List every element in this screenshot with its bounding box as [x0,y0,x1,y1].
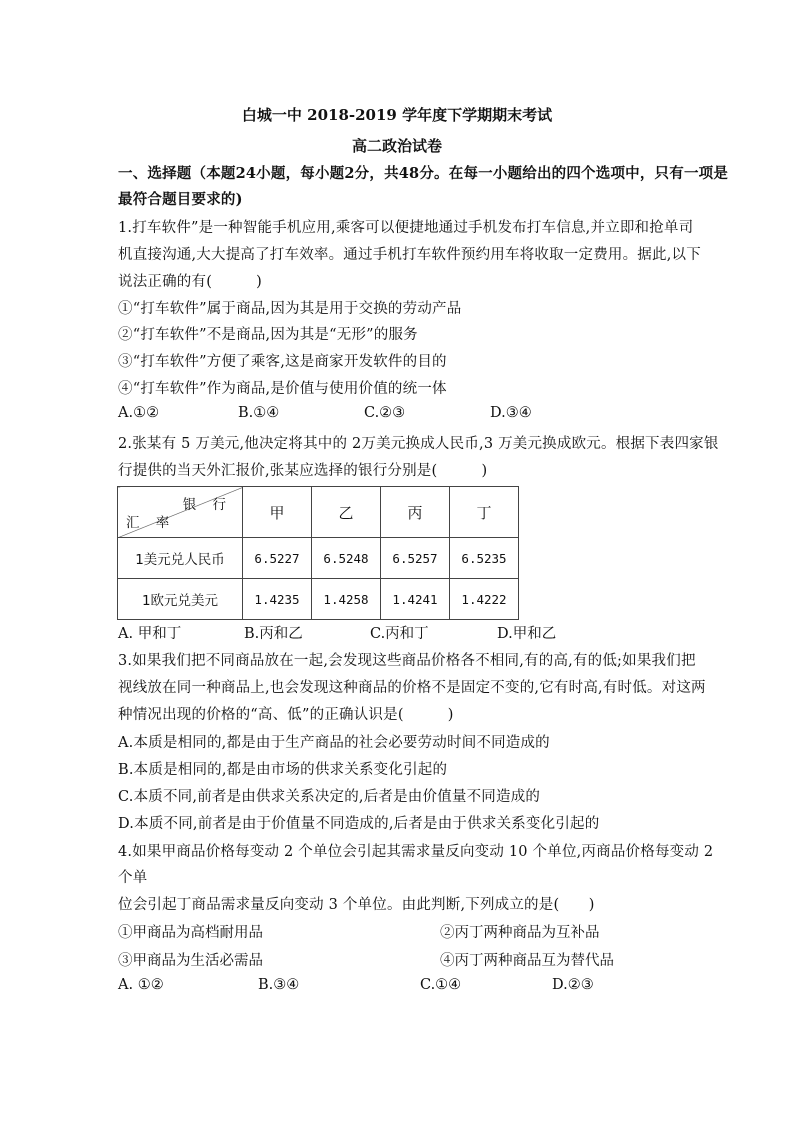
rate-cell: 1.4241 [381,579,450,620]
q3-stem-line1: 3.如果我们把不同商品放在一起,会发现这些商品价格各不相同,有的高,有的低;如果我们把 [118,653,696,669]
section-heading-line1: 一、选择题（本题24小题，每小题2分，共48分。在每一小题给出的四个选项中，只有一项是 [118,165,729,182]
q1-option-d: D.③④ [490,405,532,421]
q1-item-2: ②“打车软件”不是商品,因为其是“无形”的服务 [118,327,418,343]
corner-label-rate: 汇 率 [126,515,176,531]
q4-option-a: A. ①② [118,977,164,993]
q1-stem-line3: 说法正确的有( ) [118,274,263,290]
q1-item-4: ④“打车软件”作为商品,是价值与使用价值的统一体 [118,381,447,397]
table-row [118,538,519,579]
q3-choice-b: B.本质是相同的,都是由市场的供求关系变化引起的 [118,762,448,778]
q2-stem-line2: 行提供的当天外汇报价,张某应选择的银行分别是( ) [118,463,488,479]
rate-cell: 1.4235 [243,579,312,620]
exchange-rate-table [117,486,519,620]
q3-choice-a: A.本质是相同的,都是由于生产商品的社会必要劳动时间不同造成的 [118,735,550,751]
section-heading-line2: 最符合题目要求的) [118,191,243,208]
q2-option-a: A. 甲和丁 [118,626,182,642]
bank-header-yi: 乙 [312,487,381,538]
bank-header-jia: 甲 [243,487,312,538]
q4-item-2: ②丙丁两种商品为互补品 [440,925,600,941]
bank-header-ding: 丁 [450,487,519,538]
q4-option-b: B.③④ [258,977,300,993]
corner-label-bank: 银 行 [182,497,232,513]
rate-cell: 6.5257 [381,538,450,579]
q4-item-4: ④丙丁两种商品互为替代品 [440,953,614,969]
q1-stem-line1: 1.打车软件”是一种智能手机应用,乘客可以便捷地通过手机发布打车信息,并立即和抢单司 [118,220,694,236]
q3-stem-line2: 视线放在同一种商品上,也会发现这种商品的价格不是固定不变的,它有时高,有时低。对这两 [118,680,706,696]
q1-option-a: A.①② [118,405,160,421]
q2-option-b: B.丙和乙 [244,626,303,642]
q3-choice-c: C.本质不同,前者是由供求关系决定的,后者是由价值量不同造成的 [118,789,541,805]
q1-item-3: ③“打车软件”方便了乘客,这是商家开发软件的目的 [118,354,447,370]
q1-option-b: B.①④ [238,405,280,421]
q2-option-d: D.甲和乙 [497,626,557,642]
q4-stem-line1: 4.如果甲商品价格每变动 2 个单位会引起其需求量反向变动 10 个单位,丙商品价格每变动 2 [118,844,714,860]
row-label-eur-usd: 1欧元兑美元 [118,579,243,620]
table-corner-cell [118,487,243,538]
rate-cell: 1.4258 [312,579,381,620]
q2-option-c: C.丙和丁 [370,626,429,642]
q4-option-d: D.②③ [552,977,594,993]
q1-item-1: ①“打车软件”属于商品,因为其是用于交换的劳动产品 [118,301,462,317]
q4-stem-line2: 个单 [118,870,148,886]
exam-subtitle: 高二政治试卷 [351,137,442,155]
q3-choice-d: D.本质不同,前者是由于价值量不同造成的,后者是由于供求关系变化引起的 [118,816,600,832]
q4-stem-line3: 位会引起丁商品需求量反向变动 3 个单位。由此判断,下列成立的是( ) [118,897,595,913]
exam-title: 白城一中 2018-2019 学年度下学期期末考试 [241,106,553,124]
rate-cell: 6.5235 [450,538,519,579]
q2-stem-line1: 2.张某有 5 万美元,他决定将其中的 2万美元换成人民币,3 万美元换成欧元。根据下表四家银 [118,436,719,452]
q4-option-c: C.①④ [420,977,462,993]
rate-cell: 6.5227 [243,538,312,579]
q4-item-3: ③甲商品为生活必需品 [118,953,263,969]
table-header-row [118,487,519,538]
bank-header-bing: 丙 [381,487,450,538]
q1-option-c: C.②③ [364,405,406,421]
table-row [118,579,519,620]
rate-cell: 6.5248 [312,538,381,579]
row-label-usd-cny: 1美元兑人民币 [118,538,243,579]
q3-stem-line3: 种情况出现的价格的“高、低”的正确认识是( ) [118,707,454,723]
rate-cell: 1.4222 [450,579,519,620]
q1-stem-line2: 机直接沟通,大大提高了打车效率。通过手机打车软件预约用车将收取一定费用。据此,以下 [118,247,701,263]
q4-item-1: ①甲商品为高档耐用品 [118,925,263,941]
